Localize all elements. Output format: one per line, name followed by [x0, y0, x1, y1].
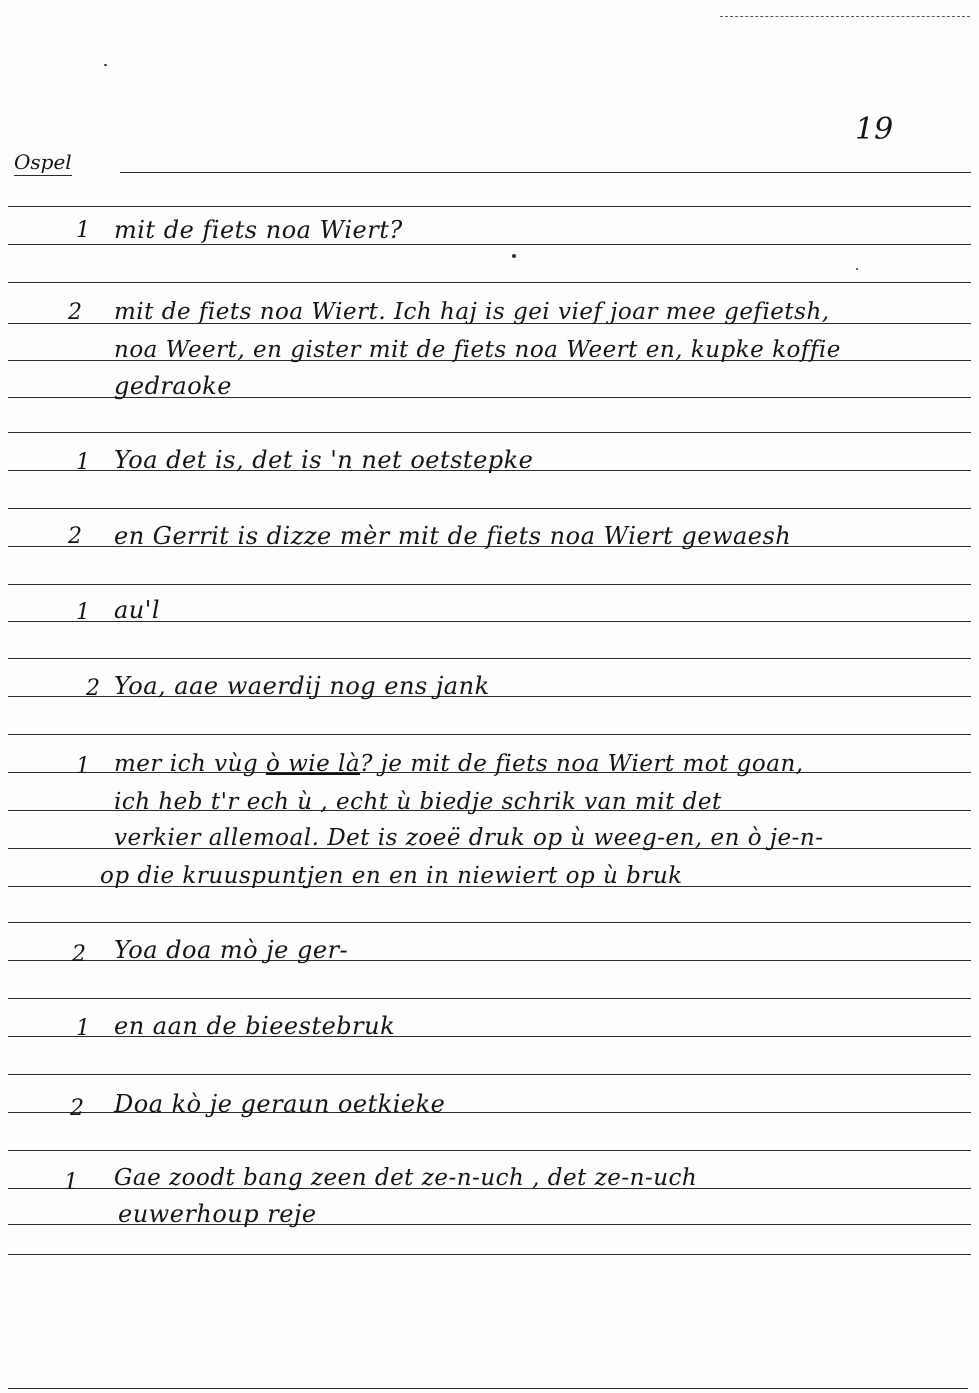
ruled-line — [8, 1254, 971, 1255]
scan-speck — [856, 268, 858, 270]
transcript-line: mit de fiets noa Wiert. Ich haj is gei vief joar mee gefietsh, — [114, 299, 830, 325]
speaker-number: 1 — [76, 754, 90, 779]
transcript-line: gedraoke — [114, 372, 232, 400]
scan-speck — [512, 254, 516, 258]
ruled-line — [8, 244, 971, 245]
ruled-line — [8, 584, 971, 585]
transcript-segment: mer ich vùg — [114, 751, 266, 777]
ruled-line — [8, 432, 971, 433]
ruled-line — [8, 206, 971, 207]
transcript-line: Yoa det is, det is 'n net oetstepke — [114, 446, 534, 474]
speaker-number: 2 — [72, 942, 86, 967]
ruled-line — [8, 998, 971, 999]
transcript-line: euwerhoup reje — [118, 1200, 317, 1228]
page-number: 19 — [855, 112, 894, 147]
transcript-line: verkier allemoal. Det is zoeë druk op ù weeg-en, en ò je-n- — [114, 825, 824, 851]
speaker-number: 2 — [70, 1096, 84, 1121]
ruled-line — [8, 508, 971, 509]
transcript-line: op die kruuspuntjen en en in niewiert op ù bruk — [100, 863, 683, 889]
ruled-line — [8, 734, 971, 735]
transcript-line: Doa kò je geraun oetkieke — [114, 1090, 446, 1118]
ruled-line — [8, 1150, 971, 1151]
ruled-line — [120, 172, 971, 173]
transcript-line: en Gerrit is dizze mèr mit de fiets noa Wiert gewaesh — [114, 522, 792, 550]
transcript-line: Gae zoodt bang zeen det ze-n-uch , det ze-n-uch — [114, 1165, 698, 1191]
transcript-line: noa Weert, en gister mit de fiets noa Weert en, kupke koffie — [114, 337, 841, 363]
ruled-line — [8, 1388, 968, 1389]
speaker-number: 1 — [76, 600, 90, 625]
ruled-line — [8, 282, 971, 283]
transcript-line: Yoa, aae waerdij nog ens jank — [114, 672, 490, 700]
transcript-line — [114, 750, 804, 778]
speaker-number: 2 — [86, 676, 100, 701]
transcript-line: mit de fiets noa Wiert? — [114, 216, 403, 244]
speaker-number: 1 — [64, 1170, 78, 1195]
speaker-number: 1 — [76, 450, 90, 475]
transcript-line: au'l — [114, 596, 161, 624]
transcript-segment: ? je mit de fiets noa Wiert mot goan, — [360, 751, 804, 777]
top-dashed-mark — [720, 16, 970, 17]
ruled-line — [8, 1074, 971, 1075]
transcript-line: ich heb t'r ech ù , echt ù biedje schrik van mit det — [114, 789, 722, 815]
transcript-line: Yoa doa mò je ger- — [114, 936, 349, 964]
ruled-line — [8, 922, 971, 923]
place-label: Ospel — [14, 150, 72, 174]
speaker-number: 1 — [76, 218, 90, 243]
transcript-line: en aan de bieestebruk — [114, 1012, 396, 1040]
underlined-phrase: ò wie là — [265, 751, 361, 777]
speaker-number: 2 — [68, 524, 82, 549]
scan-speck — [104, 64, 107, 66]
speaker-number: 1 — [76, 1016, 90, 1041]
ruled-line — [8, 658, 971, 659]
speaker-number: 2 — [68, 300, 82, 325]
